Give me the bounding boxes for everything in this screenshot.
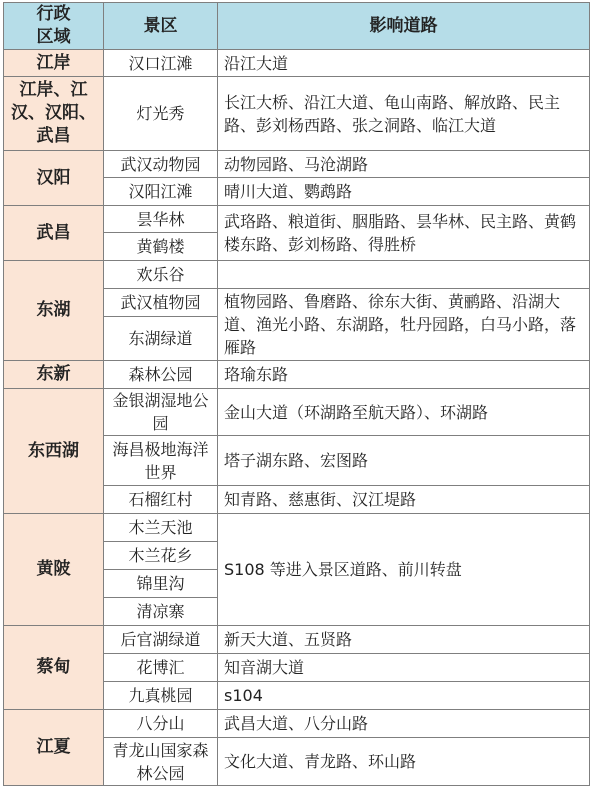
table-row bbox=[4, 710, 590, 738]
table-row bbox=[4, 50, 590, 77]
spot-cell: 青龙山国家森林公园 bbox=[104, 738, 218, 786]
region-cell: 江岸、江汉、汉阳、武昌 bbox=[4, 77, 104, 151]
region-cell: 东新 bbox=[4, 361, 104, 389]
spot-cell: 九真桃园 bbox=[104, 682, 218, 710]
region-cell: 江岸 bbox=[4, 50, 104, 77]
region-cell: 江夏 bbox=[4, 710, 104, 786]
region-cell: 蔡甸 bbox=[4, 626, 104, 710]
spot-cell: 武汉动物园 bbox=[104, 151, 218, 178]
region-cell: 东湖 bbox=[4, 261, 104, 361]
roads-cell: 文化大道、青龙路、环山路 bbox=[218, 738, 590, 786]
header-roads: 影响道路 bbox=[218, 3, 590, 50]
roads-cell: 珞瑜东路 bbox=[218, 361, 590, 389]
roads-cell: 知音湖大道 bbox=[218, 654, 590, 682]
region-cell: 汉阳 bbox=[4, 151, 104, 206]
spot-cell: 东湖绿道 bbox=[104, 317, 218, 361]
roads-cell: 植物园路、鲁磨路、徐东大街、黄鹂路、沿湖大道、渔光小路、东湖路，牡丹园路，白马小路，落雁路 bbox=[218, 289, 590, 361]
spot-cell: 海昌极地海洋世界 bbox=[104, 436, 218, 486]
roads-cell: 动物园路、马沧湖路 bbox=[218, 151, 590, 178]
spot-cell: 武汉植物园 bbox=[104, 289, 218, 317]
spot-cell: 汉口江滩 bbox=[104, 50, 218, 77]
spot-cell: 昙华林 bbox=[104, 206, 218, 233]
roads-cell: 知青路、慈惠街、汉江堤路 bbox=[218, 486, 590, 514]
table-row bbox=[4, 626, 590, 654]
table-header-row bbox=[4, 3, 590, 50]
spot-cell: 花博汇 bbox=[104, 654, 218, 682]
spot-cell: 后官湖绿道 bbox=[104, 626, 218, 654]
roads-cell: S108 等进入景区道路、前川转盘 bbox=[218, 514, 590, 626]
table-row bbox=[4, 151, 590, 178]
header-spot: 景区 bbox=[104, 3, 218, 50]
roads-cell: 长江大桥、沿江大道、龟山南路、解放路、民主路、彭刘杨西路、张之洞路、临江大道 bbox=[218, 77, 590, 151]
roads-cell: 金山大道（环湖路至航天路）、环湖路 bbox=[218, 389, 590, 436]
spot-cell: 木兰花乡 bbox=[104, 542, 218, 570]
roads-cell: 沿江大道 bbox=[218, 50, 590, 77]
spot-cell: 清凉寨 bbox=[104, 598, 218, 626]
roads-cell: s104 bbox=[218, 682, 590, 710]
header-region: 行政 区域 bbox=[4, 3, 104, 50]
road-impact-table bbox=[3, 2, 590, 786]
table-row bbox=[4, 514, 590, 542]
roads-cell: 新天大道、五贤路 bbox=[218, 626, 590, 654]
roads-cell bbox=[218, 261, 590, 289]
region-cell: 黄陂 bbox=[4, 514, 104, 626]
spot-cell: 森林公园 bbox=[104, 361, 218, 389]
spot-cell: 石榴红村 bbox=[104, 486, 218, 514]
spot-cell: 锦里沟 bbox=[104, 570, 218, 598]
table-row bbox=[4, 389, 590, 436]
spot-cell: 欢乐谷 bbox=[104, 261, 218, 289]
table-row bbox=[4, 261, 590, 289]
table-row bbox=[4, 77, 590, 151]
table-row bbox=[4, 361, 590, 389]
spot-cell: 灯光秀 bbox=[104, 77, 218, 151]
spot-cell: 八分山 bbox=[104, 710, 218, 738]
spot-cell: 金银湖湿地公园 bbox=[104, 389, 218, 436]
spot-cell: 汉阳江滩 bbox=[104, 178, 218, 206]
region-cell: 武昌 bbox=[4, 206, 104, 261]
roads-cell: 塔子湖东路、宏图路 bbox=[218, 436, 590, 486]
region-cell: 东西湖 bbox=[4, 389, 104, 514]
table-row bbox=[4, 206, 590, 233]
roads-cell: 晴川大道、鹦鹉路 bbox=[218, 178, 590, 206]
spot-cell: 黄鹤楼 bbox=[104, 233, 218, 261]
roads-cell: 武珞路、粮道街、胭脂路、昙华林、民主路、黄鹤楼东路、彭刘杨路、得胜桥 bbox=[218, 206, 590, 261]
spot-cell: 木兰天池 bbox=[104, 514, 218, 542]
roads-cell: 武昌大道、八分山路 bbox=[218, 710, 590, 738]
